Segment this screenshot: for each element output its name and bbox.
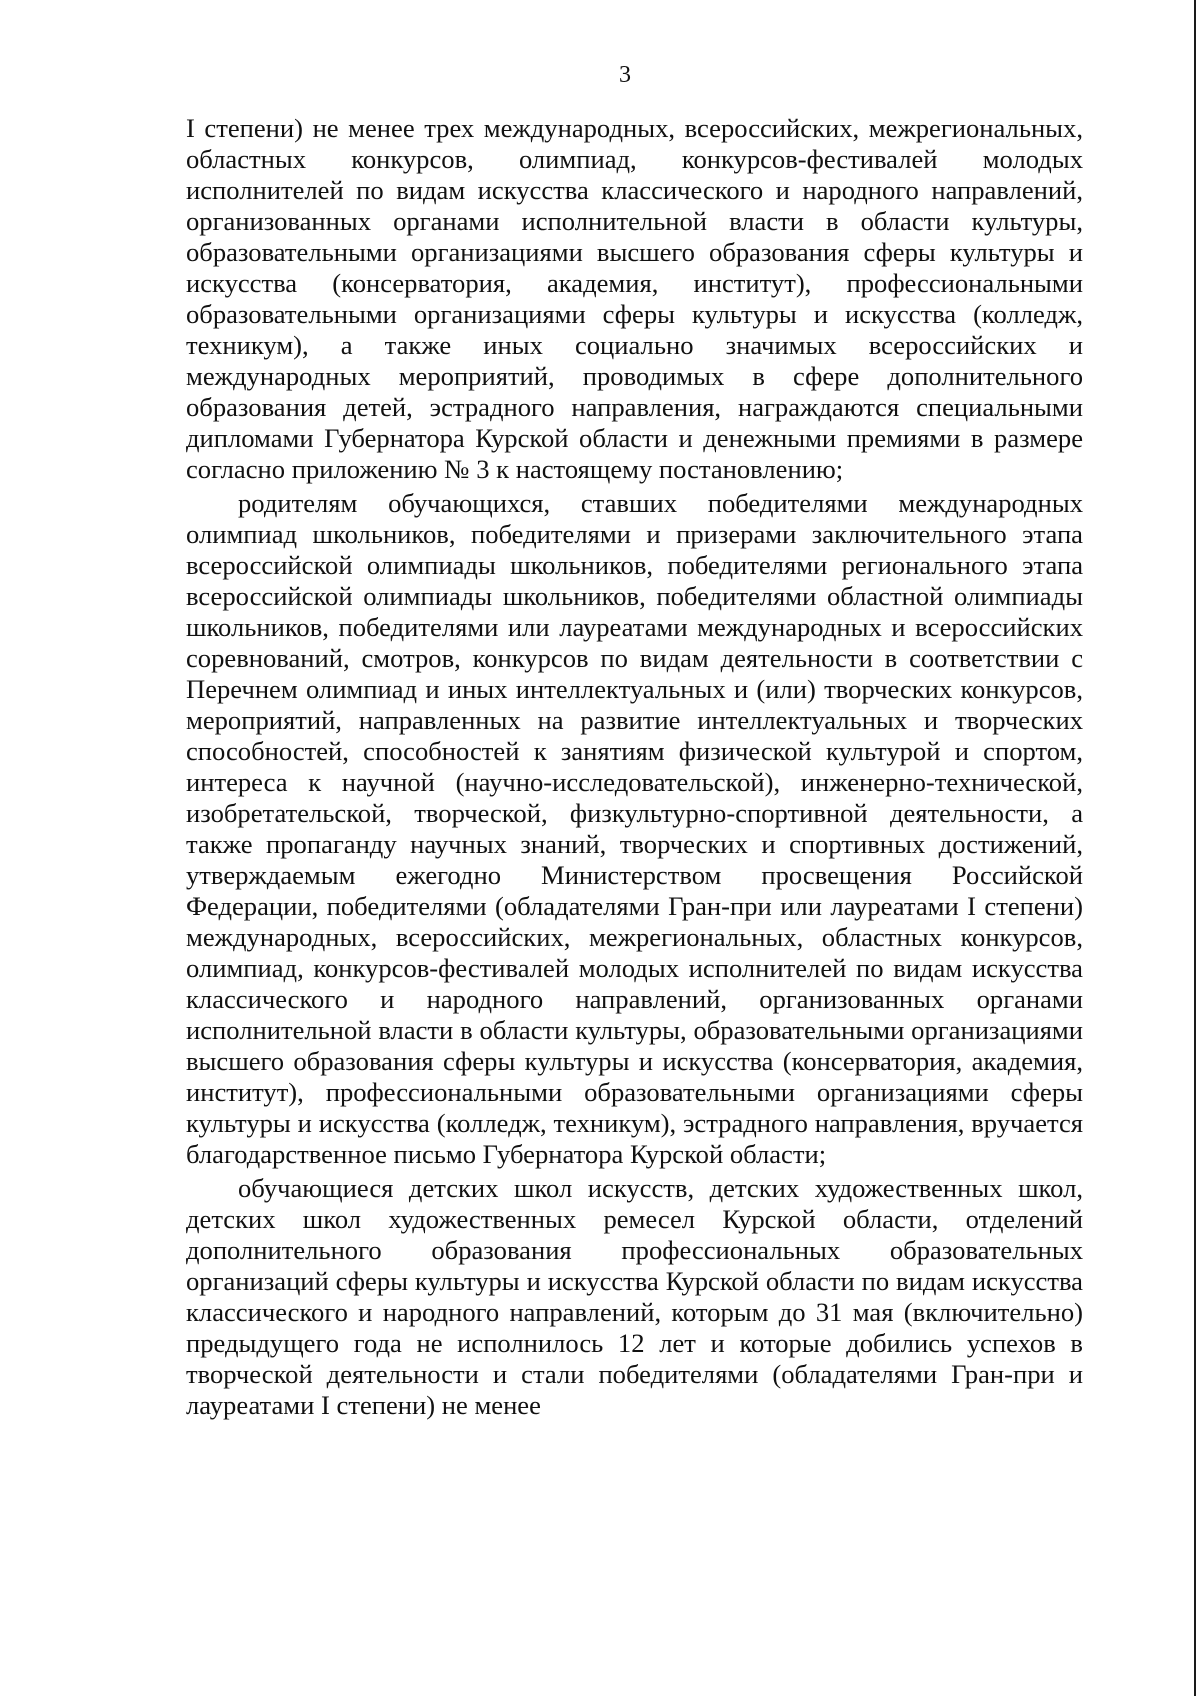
document-body [186, 113, 1083, 1421]
page-number: 3 [619, 62, 631, 88]
paragraph-continuation: I степени) не менее трех международных, всероссийских, межрегиональных, областных конкурсов, олимпиад, конкурсов-фестивалей молодых исполнителей по видам искусства классического и народного направлений, организованных органами исполнительной власти в области культуры, образовательными организациями высшего образования сферы культуры и искусства (консерватория, академия, институт), профессиональными образовательными организациями сферы культуры и искусства (колледж, техникум), а также иных социально значимых всероссийских и международных мероприятий, проводимых в сфере дополнительного образования детей, эстрадного направления, награждаются специальными дипломами Губернатора Курской области и денежными премиями в размере согласно приложению № 3 к настоящему постановлению; [186, 113, 1083, 484]
paragraph-parents: родителям обучающихся, ставших победителями международных олимпиад школьников, победителями и призерами заключительного этапа всероссийской олимпиады школьников, победителями регионального этапа всероссийской олимпиады школьников, победителями областной олимпиады школьников, победителями или лауреатами международных и всероссийских соревнований, смотров, конкурсов по видам деятельности в соответствии с Перечнем олимпиад и иных интеллектуальных и (или) творческих конкурсов, мероприятий, направленных на развитие интеллектуальных и творческих способностей, способностей к занятиям физической культурой и спортом, интереса к научной (научно-исследовательской), инженерно-технической, изобретательской, творческой, физкультурно-спортивной деятельности, а также пропаганду научных знаний, творческих и спортивных достижений, утверждаемым ежегодно Министерством просвещения Российской Федерации, победителями (обладателями Гран-при или лауреатами I степени) международных, всероссийских, межрегиональных, областных конкурсов, олимпиад, конкурсов-фестивалей молодых исполнителей по видам искусства классического и народного направлений, организованных органами исполнительной власти в области культуры, образовательными организациями высшего образования сферы культуры и искусства (консерватория, академия, институт), профессиональными образовательными организациями сферы культуры и искусства (колледж, техникум), эстрадного направления, вручается благодарственное письмо Губернатора Курской области; [186, 488, 1083, 1169]
page-edge-line [1194, 0, 1196, 1696]
paragraph-students: обучающиеся детских школ искусств, детских художественных школ, детских школ художественных ремесел Курской области, отделений дополнительного образования профессиональных образовательных организаций сферы культуры и искусства Курской области по видам искусства классического и народного направлений, которым до 31 мая (включительно) предыдущего года не исполнилось 12 лет и которые добились успехов в творческой деятельности и стали победителями (обладателями Гран-при и лауреатами I степени) не менее [186, 1173, 1083, 1420]
